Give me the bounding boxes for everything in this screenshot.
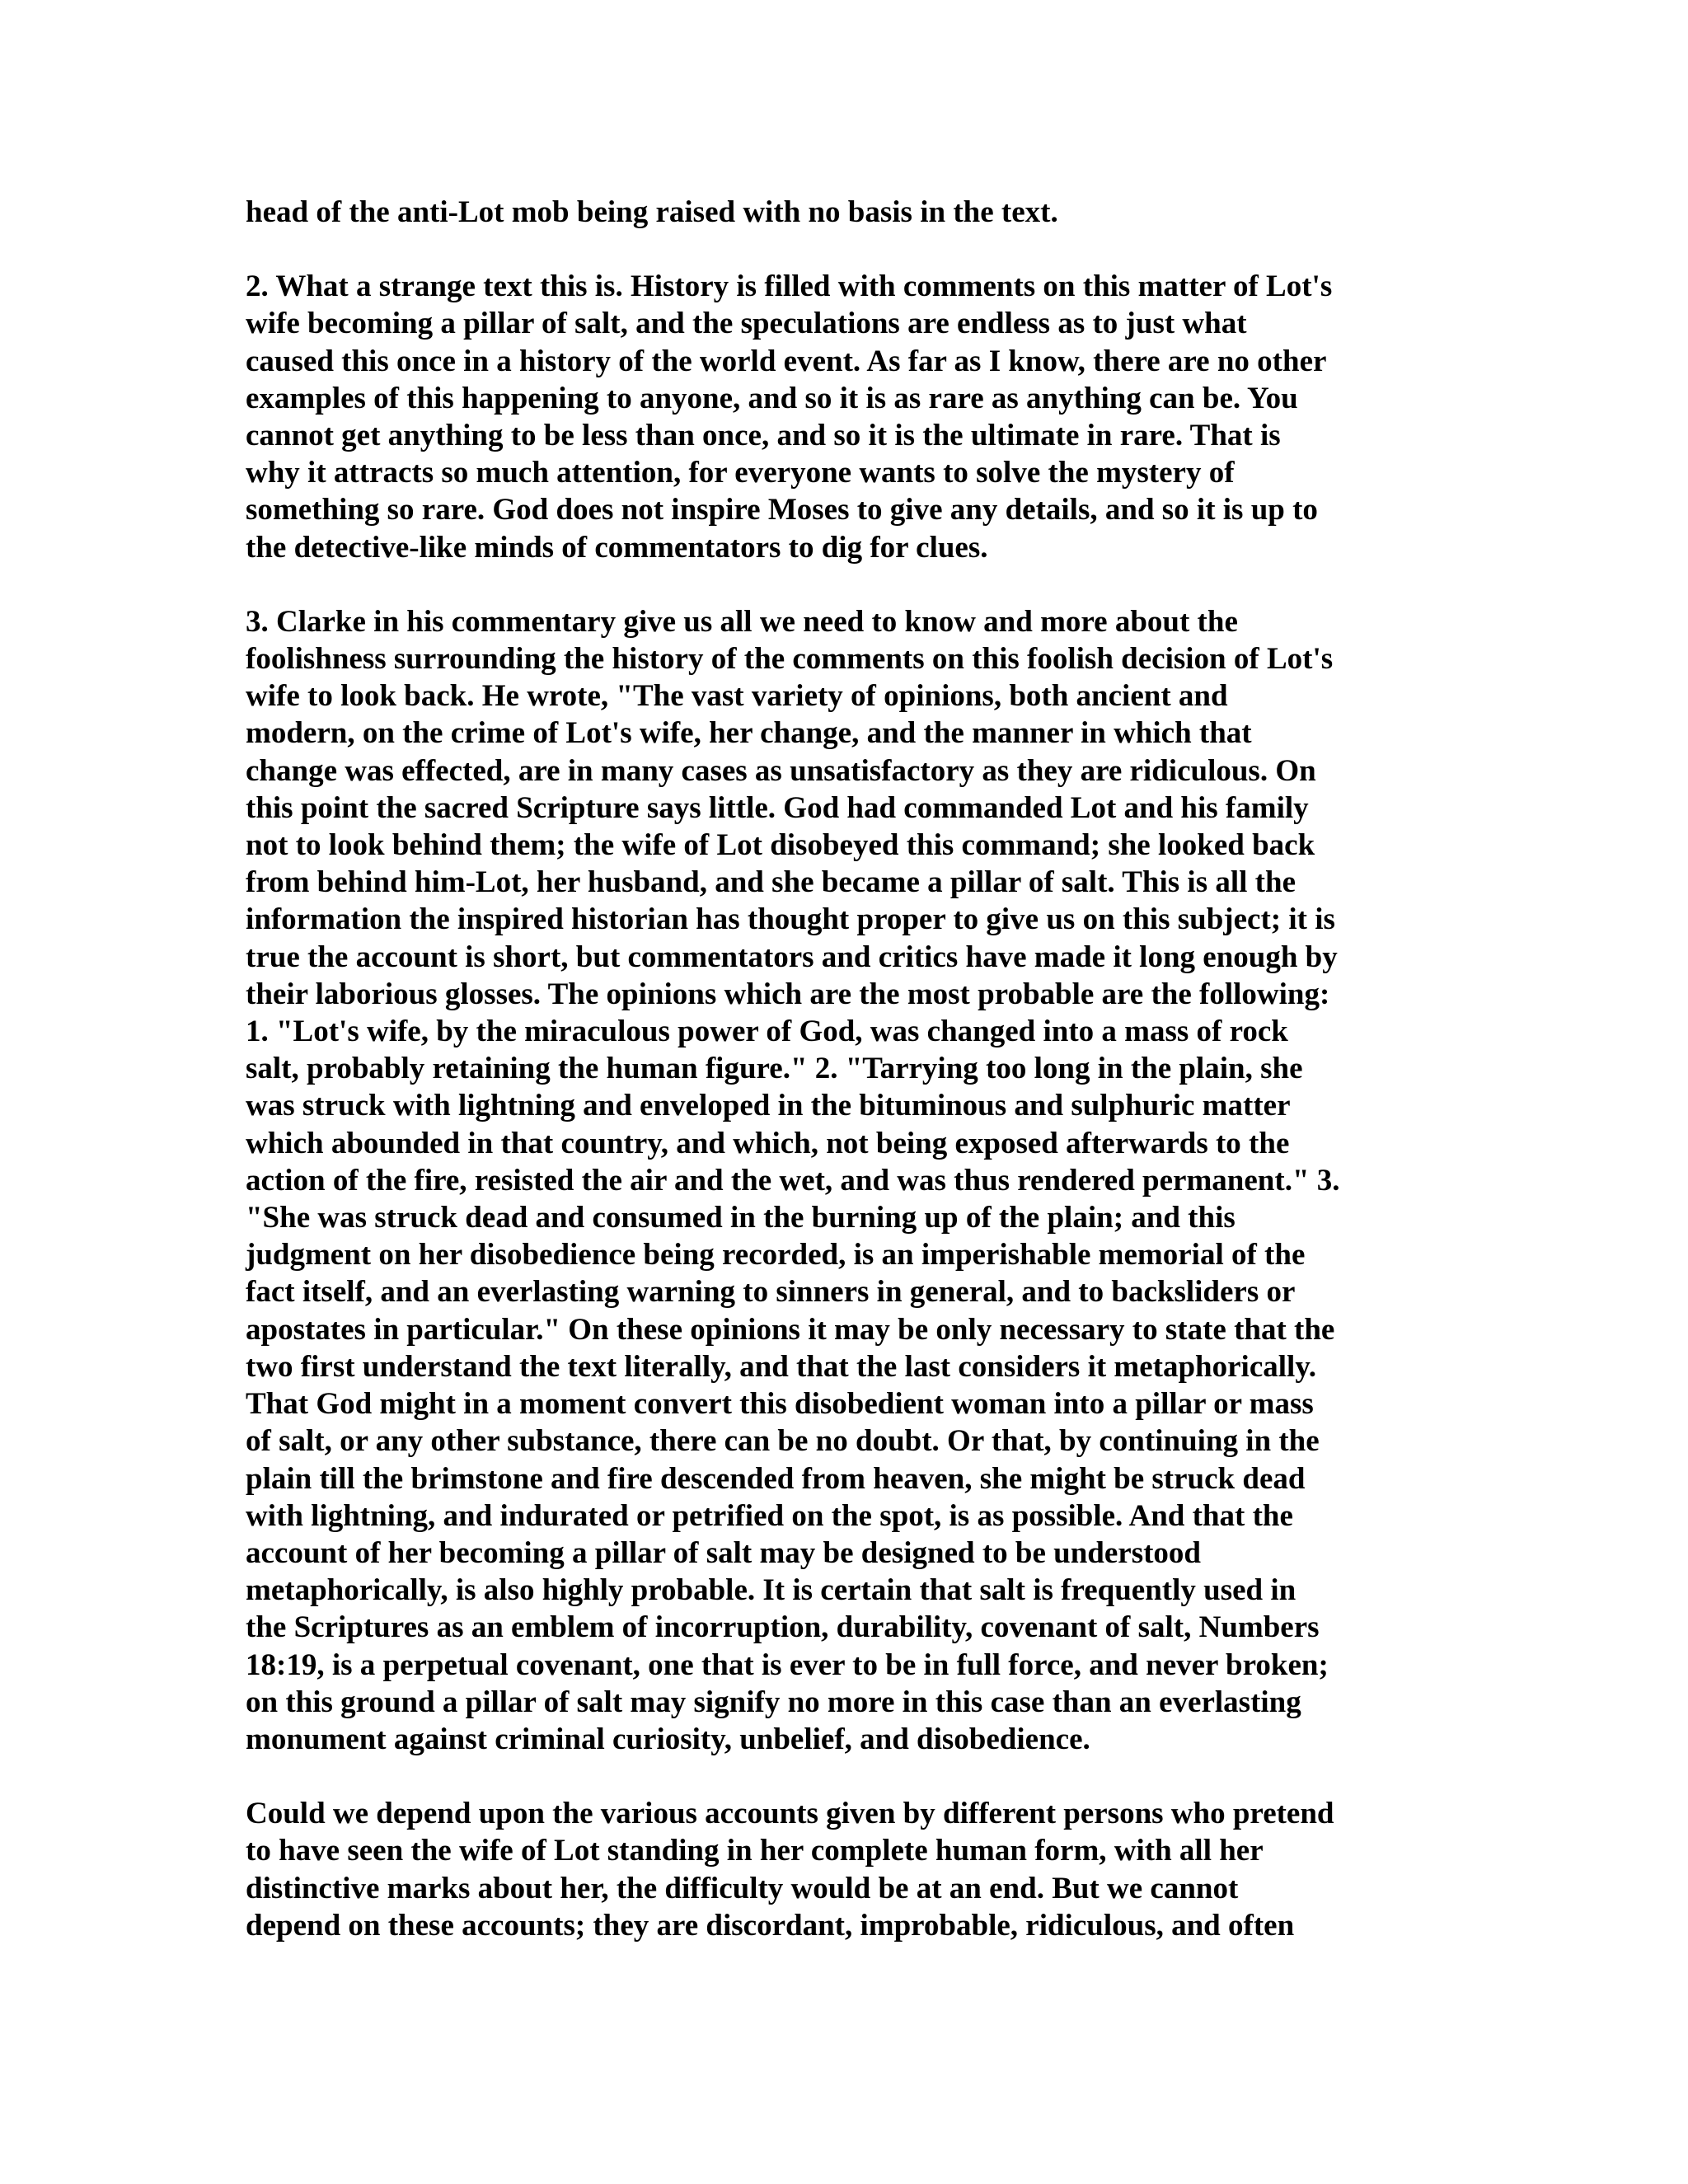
text-line: information the inspired historian has thought proper to give us on this subject; it is <box>246 902 1335 937</box>
text-line: monument against criminal curiosity, unbelief, and disobedience. <box>246 1722 1090 1756</box>
text-line: which abounded in that country, and which, not being exposed afterwards to the <box>246 1126 1290 1160</box>
text-line: 18:19, is a perpetual covenant, one that is ever to be in full force, and never broken; <box>246 1647 1329 1682</box>
text-line: wife to look back. He wrote, "The vast variety of opinions, both ancient and <box>246 679 1228 714</box>
text-line: Could we depend upon the various accounts given by different persons who pretend <box>246 1797 1334 1831</box>
text-line: modern, on the crime of Lot's wife, her change, and the manner in which that <box>246 716 1252 751</box>
paragraph <box>246 1795 1441 1944</box>
text-line: head of the anti-Lot mob being raised with no basis in the text. <box>246 195 1058 229</box>
text-line: depend on these accounts; they are discordant, improbable, ridiculous, and often <box>246 1908 1295 1943</box>
text-line: fact itself, and an everlasting warning to sinners in general, and to backsliders or <box>246 1275 1296 1310</box>
paragraph <box>246 603 1441 1758</box>
text-line: wife becoming a pillar of salt, and the speculations are endless as to just what <box>246 307 1247 341</box>
paragraph <box>246 268 1441 566</box>
text-line: That God might in a moment convert this disobedient woman into a pillar or mass <box>246 1387 1314 1422</box>
text-line: true the account is short, but commentators and critics have made it long enough by <box>246 940 1338 974</box>
text-line: why it attracts so much attention, for everyone wants to solve the mystery of <box>246 456 1235 490</box>
text-line: apostates in particular." On these opinions it may be only necessary to state that the <box>246 1312 1335 1347</box>
text-line: of salt, or any other substance, there can be no doubt. Or that, by continuing in the <box>246 1424 1320 1459</box>
text-line: to have seen the wife of Lot standing in her complete human form, with all her <box>246 1834 1264 1868</box>
text-line: this point the sacred Scripture says little. God had commanded Lot and his family <box>246 790 1309 825</box>
text-line: 2. What a strange text this is. History is filled with comments on this matter of Lot's <box>246 269 1333 304</box>
text-line: action of the fire, resisted the air and the wet, and was thus rendered permanent." 3. <box>246 1163 1340 1197</box>
text-line: their laborious glosses. The opinions which are the most probable are the following: <box>246 977 1330 1011</box>
text-line: 1. "Lot's wife, by the miraculous power of God, was changed into a mass of rock <box>246 1015 1288 1049</box>
text-line: examples of this happening to anyone, and so it is as rare as anything can be. You <box>246 381 1298 415</box>
text-line: account of her becoming a pillar of salt may be designed to be understood <box>246 1535 1202 1570</box>
text-line: the detective-like minds of commentators to dig for clues. <box>246 530 988 565</box>
text-line: foolishness surrounding the history of the comments on this foolish decision of Lot's <box>246 642 1334 677</box>
text-line: 3. Clarke in his commentary give us all we need to know and more about the <box>246 604 1238 639</box>
text-line: "She was struck dead and consumed in the burning up of the plain; and this <box>246 1201 1236 1235</box>
paragraph <box>246 194 1441 231</box>
text-line: change was effected, are in many cases as unsatisfactory as they are ridiculous. On <box>246 753 1316 788</box>
text-line: with lightning, and indurated or petrified on the spot, is as possible. And that the <box>246 1498 1293 1533</box>
text-line: not to look behind them; the wife of Lot disobeyed this command; she looked back <box>246 828 1315 863</box>
text-line: salt, probably retaining the human figure." 2. "Tarrying too long in the plain, she <box>246 1052 1303 1086</box>
text-line: cannot get anything to be less than once, and so it is the ultimate in rare. That is <box>246 419 1281 453</box>
document-body <box>246 194 1441 1981</box>
text-line: from behind him-Lot, her husband, and she became a pillar of salt. This is all the <box>246 865 1296 900</box>
text-line: judgment on her disobedience being recorded, is an imperishable memorial of the <box>246 1238 1306 1272</box>
text-line: on this ground a pillar of salt may signify no more in this case than an everlasting <box>246 1685 1301 1719</box>
text-line: something so rare. God does not inspire Moses to give any details, and so it is up to <box>246 493 1318 527</box>
text-line: plain till the brimstone and fire descended from heaven, she might be struck dead <box>246 1461 1306 1496</box>
text-line: distinctive marks about her, the difficulty would be at an end. But we cannot <box>246 1871 1239 1905</box>
text-line: was struck with lightning and enveloped in the bituminous and sulphuric matter <box>246 1089 1291 1123</box>
text-line: two first understand the text literally, and that the last considers it metaphorically. <box>246 1349 1317 1384</box>
text-line: the Scriptures as an emblem of incorruption, durability, covenant of salt, Numbers <box>246 1610 1320 1645</box>
text-line: caused this once in a history of the world event. As far as I know, there are no other <box>246 344 1327 378</box>
text-line: metaphorically, is also highly probable. It is certain that salt is frequently used in <box>246 1573 1296 1608</box>
